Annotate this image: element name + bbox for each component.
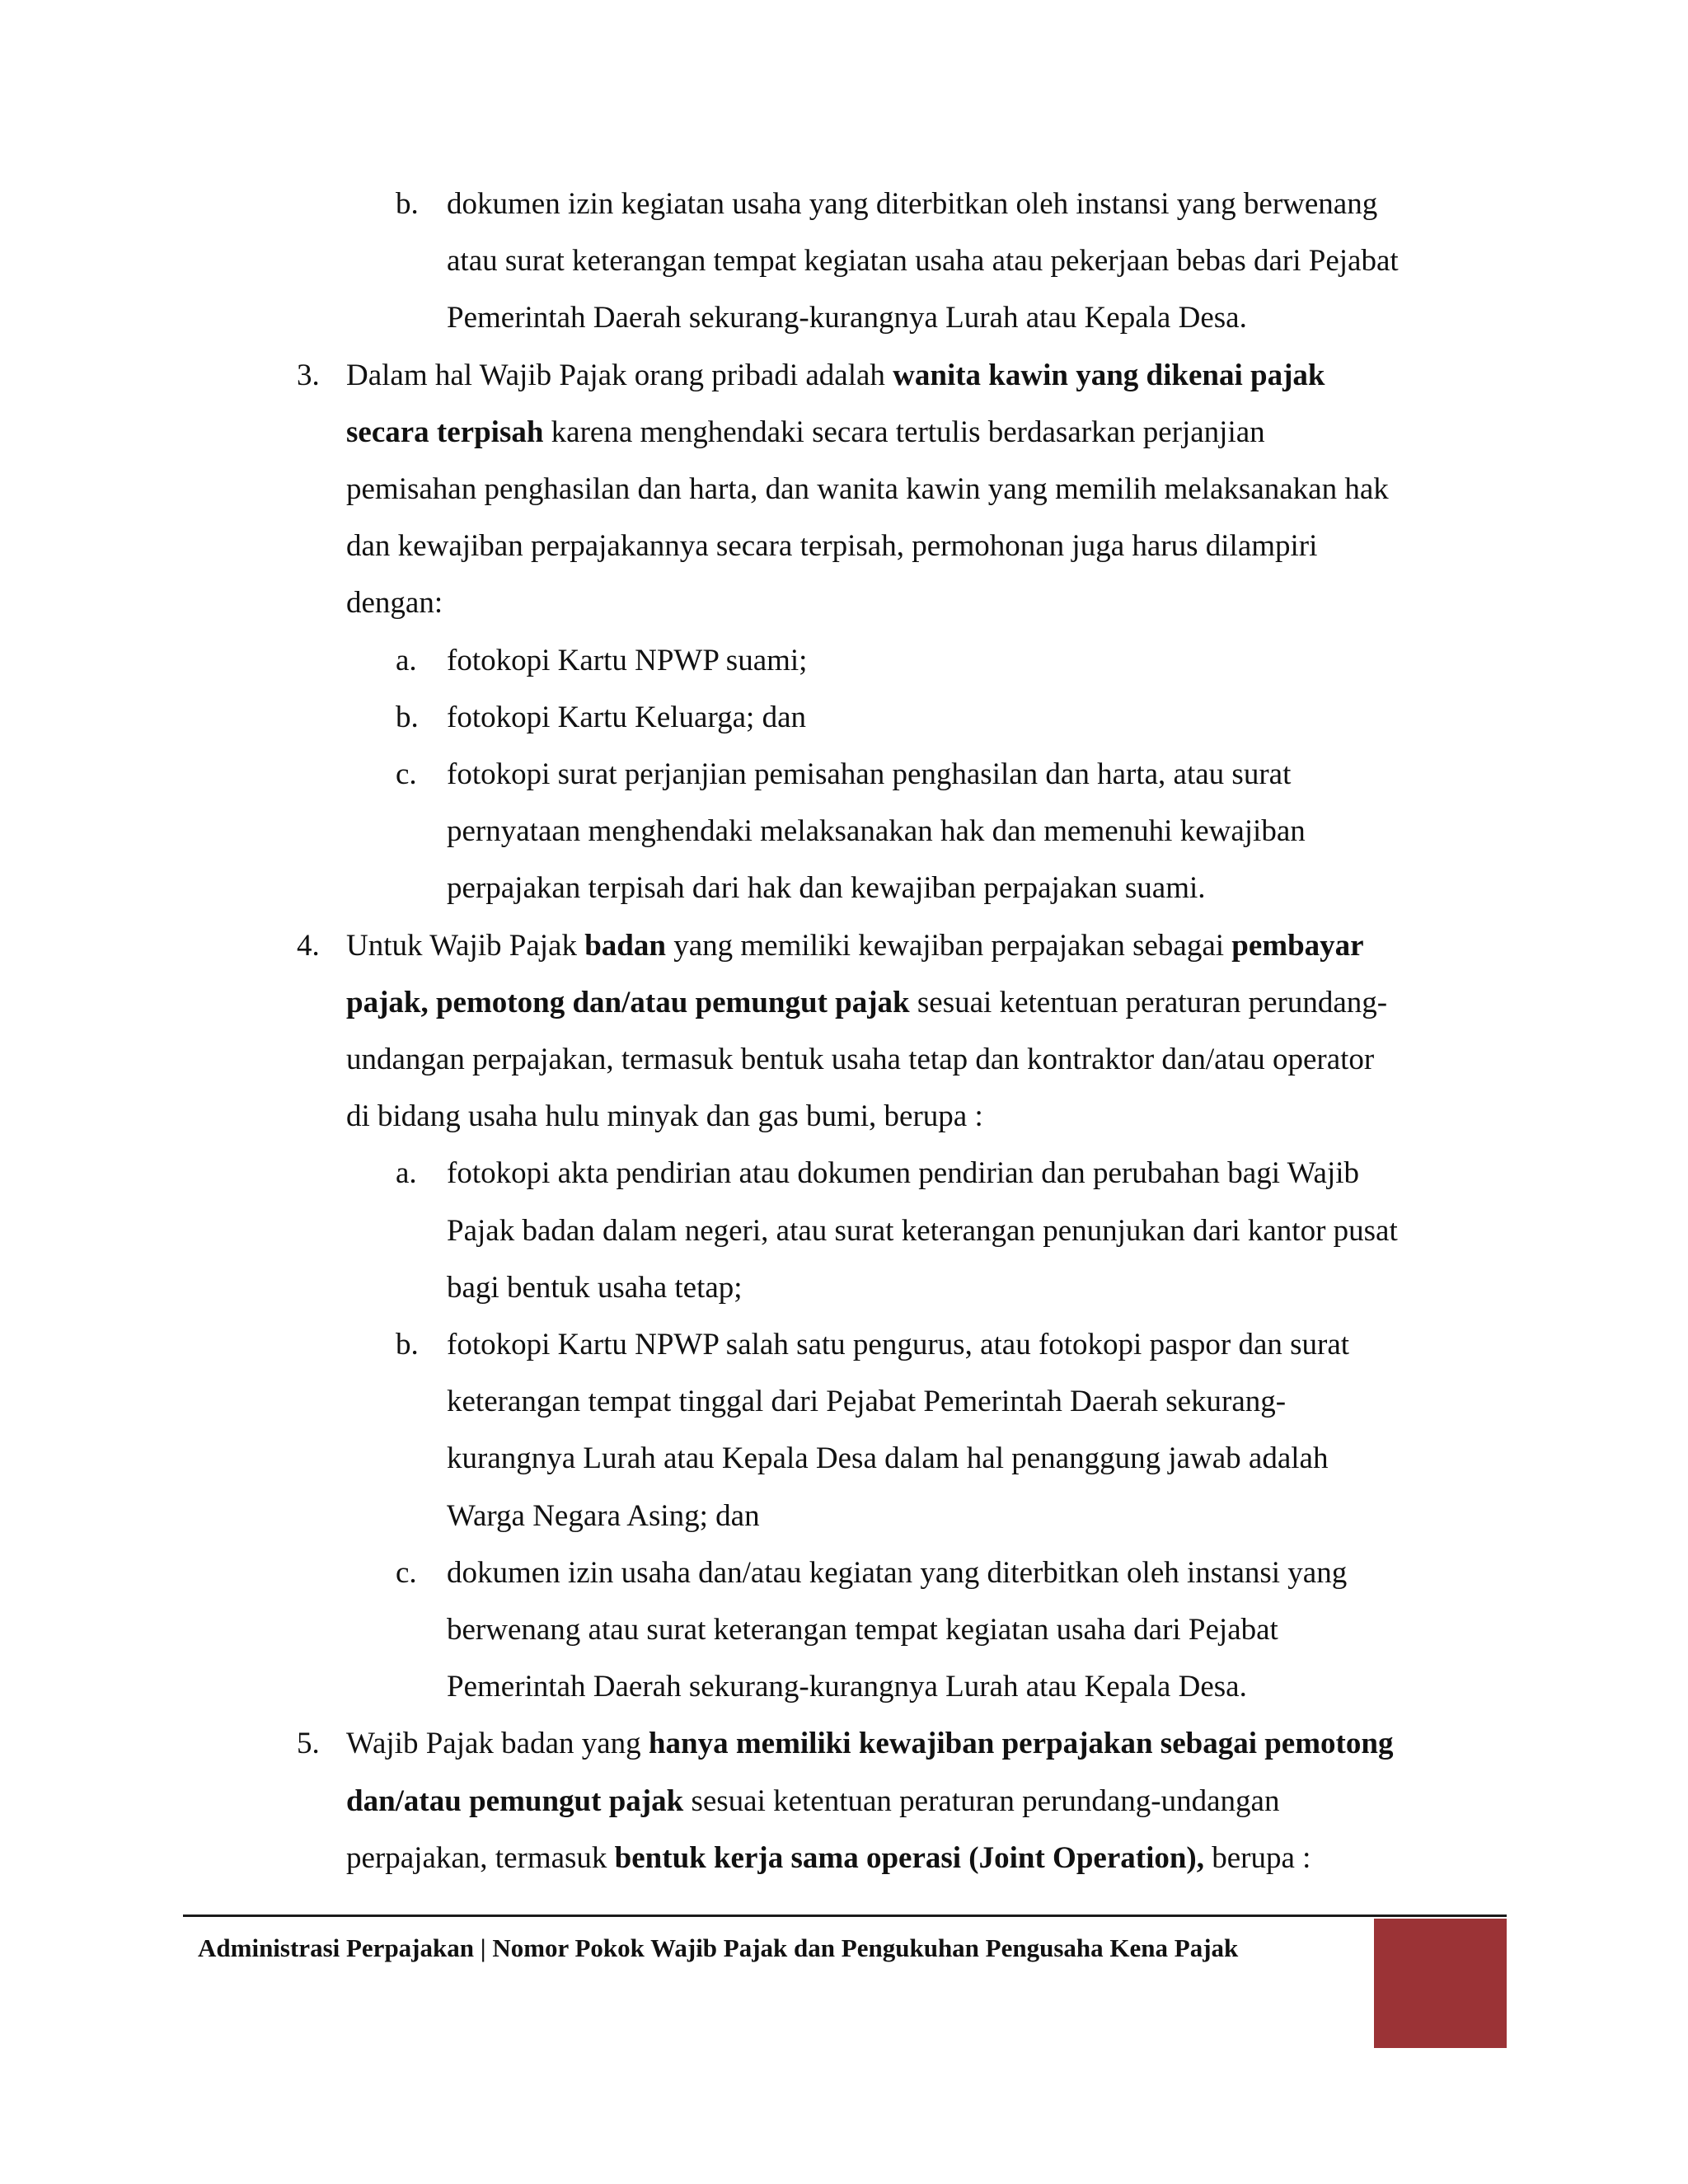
list-item-line <box>346 415 1265 451</box>
text-run: fotokopi Kartu NPWP suami; <box>447 643 808 677</box>
text-run: yang memiliki kewajiban perpajakan sebagai <box>665 928 1232 963</box>
list-marker: b. <box>396 187 419 221</box>
list-item-line <box>447 1213 1398 1249</box>
bold-text: bentuk kerja sama operasi (Joint Operation), <box>614 1840 1204 1875</box>
list-marker: 4. <box>297 928 320 963</box>
text-run: undangan perpajakan, termasuk bentuk usaha tetap dan kontraktor dan/atau operator <box>346 1043 1375 1076</box>
list-marker: a. <box>396 1156 417 1191</box>
list-item-line <box>346 1042 1374 1078</box>
text-run: fotokopi Kartu Keluarga; dan <box>447 700 806 734</box>
list-item-line <box>346 985 1387 1021</box>
text-run: karena menghendaki secara tertulis berdasarkan perjanjian <box>543 415 1265 449</box>
bold-text: pembayar <box>1231 928 1364 963</box>
list-item-line <box>447 1384 1286 1420</box>
text-run: perpajakan terpisah dari hak dan kewajiban perpajakan suami. <box>447 871 1206 906</box>
text-run: sesuai ketentuan peraturan perundang- <box>909 985 1388 1019</box>
list-item-line <box>447 1327 1349 1363</box>
list-item-line <box>346 358 1325 394</box>
text-run: bagi bentuk usaha tetap; <box>447 1270 743 1305</box>
list-item-line <box>447 700 806 736</box>
page-number-block <box>1374 1919 1507 2048</box>
list-item-line <box>447 1498 760 1535</box>
list-item-line <box>346 1099 983 1135</box>
text-run: fotokopi Kartu NPWP salah satu pengurus, atau fotokopi paspor dan surat <box>447 1328 1350 1361</box>
bold-text: wanita kawin yang dikenai pajak <box>893 358 1325 392</box>
list-marker: c. <box>396 1555 417 1590</box>
list-item-line <box>447 1155 1359 1192</box>
list-marker: c. <box>396 757 417 791</box>
list-item-line <box>447 1441 1328 1477</box>
list-item-line <box>346 471 1389 508</box>
list-item-line <box>346 1783 1279 1820</box>
text-run: Pajak badan dalam negeri, atau surat keterangan penunjukan dari kantor pusat <box>447 1213 1398 1248</box>
list-item-line <box>346 1726 1393 1762</box>
text-run: Dalam hal Wajib Pajak orang pribadi adalah <box>346 358 893 392</box>
list-item-line <box>447 1612 1278 1648</box>
list-item-line <box>447 1555 1347 1591</box>
list-item-line <box>447 186 1377 223</box>
bold-text: badan <box>584 928 666 963</box>
text-run: Pemerintah Daerah sekurang-kurangnya Lurah atau Kepala Desa. <box>447 1670 1247 1704</box>
text-run: fotokopi surat perjanjian pemisahan penghasilan dan harta, atau surat <box>447 757 1292 791</box>
list-item-line <box>447 243 1399 279</box>
list-item-line <box>346 928 1364 964</box>
list-item-line <box>346 585 443 621</box>
text-run: fotokopi akta pendirian atau dokumen pendirian dan perubahan bagi Wajib <box>447 1156 1360 1191</box>
list-item-line <box>447 1669 1247 1705</box>
text-run: pemisahan penghasilan dan harta, dan wanita kawin yang memilih melaksanakan hak <box>346 472 1389 506</box>
list-marker: b. <box>396 1328 419 1361</box>
text-run: dokumen izin usaha dan/atau kegiatan yang diterbitkan oleh instansi yang <box>447 1555 1348 1590</box>
list-marker: b. <box>396 700 419 734</box>
text-run: di bidang usaha hulu minyak dan gas bumi, berupa : <box>346 1099 983 1134</box>
text-run: dokumen izin kegiatan usaha yang diterbitkan oleh instansi yang berwenang <box>447 187 1378 221</box>
list-marker: 5. <box>297 1727 320 1761</box>
text-run: dengan: <box>346 586 443 621</box>
text-run: berwenang atau surat keterangan tempat kegiatan usaha dari Pejabat <box>447 1613 1278 1647</box>
bold-text: secara terpisah <box>346 415 544 449</box>
list-item-line <box>447 300 1247 336</box>
footer-title: Administrasi Perpajakan | Nomor Pokok Wajib Pajak dan Pengukuhan Pengusaha Kena Pajak <box>198 1933 1239 1962</box>
list-marker: a. <box>396 643 417 677</box>
text-run: kurangnya Lurah atau Kepala Desa dalam hal penanggung jawab adalah <box>447 1441 1329 1476</box>
footer-divider <box>183 1915 1507 1917</box>
bold-text: hanya memiliki kewajiban perpajakan sebagai pemotong <box>648 1727 1394 1761</box>
bold-text: pajak, pemotong dan/atau pemungut pajak <box>346 985 910 1019</box>
text-run: perpajakan, termasuk <box>346 1840 615 1875</box>
text-run: Warga Negara Asing; dan <box>447 1498 760 1533</box>
list-marker: 3. <box>297 358 320 392</box>
text-run: pernyataan menghendaki melaksanakan hak dan memenuhi kewajiban <box>447 814 1306 849</box>
list-item-line <box>447 870 1206 907</box>
list-item-line <box>447 813 1306 850</box>
bold-text: dan/atau pemungut pajak <box>346 1783 684 1818</box>
text-run: Wajib Pajak badan yang <box>346 1727 649 1761</box>
list-item-line <box>346 1840 1311 1877</box>
text-run: Untuk Wajib Pajak <box>346 928 585 963</box>
text-run: atau surat keterangan tempat kegiatan usaha atau pekerjaan bebas dari Pejabat <box>447 244 1399 279</box>
text-run: sesuai ketentuan peraturan perundang-undangan <box>683 1783 1280 1818</box>
text-run: keterangan tempat tinggal dari Pejabat Pemerintah Daerah sekurang- <box>447 1385 1287 1419</box>
text-run: dan kewajiban perpajakannya secara terpisah, permohonan juga harus dilampiri <box>346 529 1318 564</box>
list-item-line <box>346 528 1317 565</box>
text-run: Pemerintah Daerah sekurang-kurangnya Lurah atau Kepala Desa. <box>447 301 1247 335</box>
list-item-line <box>447 757 1291 793</box>
list-item-line <box>447 1270 743 1306</box>
text-run: berupa : <box>1204 1840 1311 1875</box>
list-item-line <box>447 643 807 679</box>
